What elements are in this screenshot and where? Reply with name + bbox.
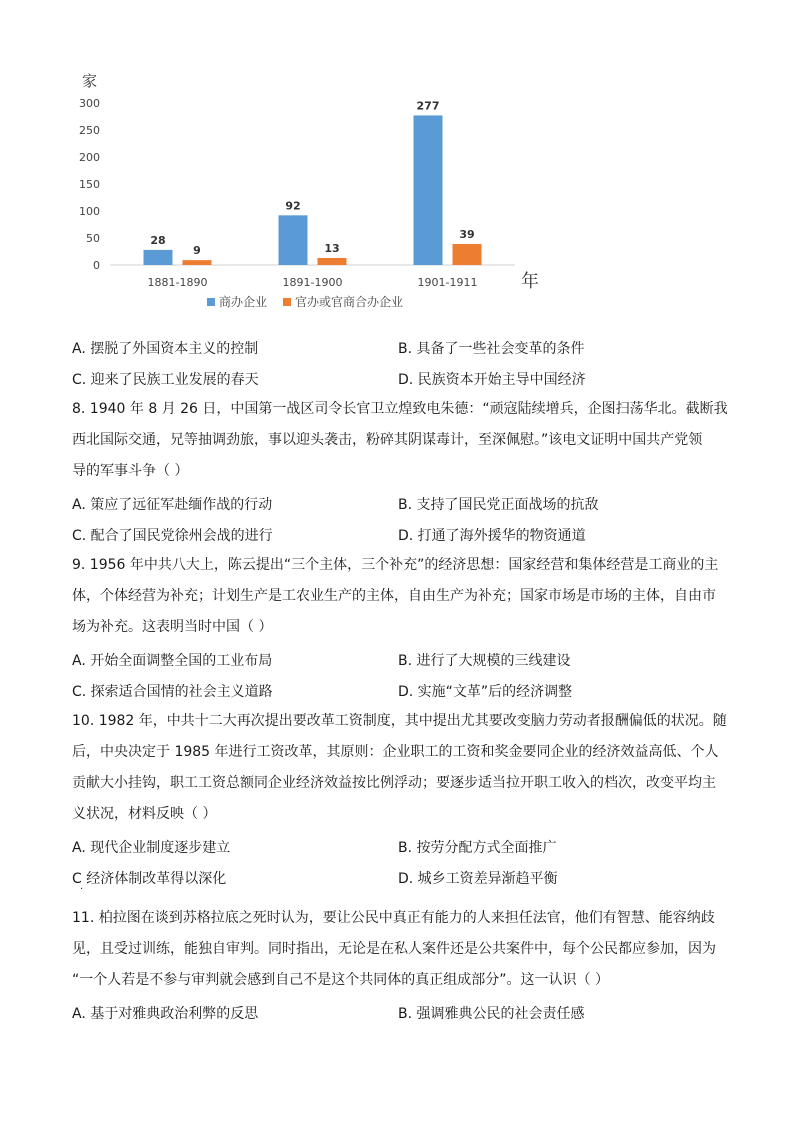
bar-official-1891-1900 xyxy=(318,258,347,265)
q7-option-a[interactable]: A. 摆脱了外国资本主义的控制 xyxy=(72,341,259,357)
y-tick-label: 100 xyxy=(79,205,100,218)
q8-option-a[interactable]: A. 策应了远征军赴缅作战的行动 xyxy=(72,497,273,513)
y-tick-label: 250 xyxy=(79,124,100,137)
bar-merchant-1901-1911 xyxy=(414,115,443,265)
y-tick-label: 50 xyxy=(86,232,100,245)
q9-line-1: 9. 1956 年中共八大上，陈云提出“三个主体，三个补充”的经济思想：国家经营和集体经营是工商业的主 xyxy=(72,557,719,573)
q10-line-1: 10. 1982 年，中共十二大再次提出要改革工资制度，其中提出尤其要改变脑力劳动者报酬偏低的状况。随 xyxy=(72,713,727,729)
legend-swatch xyxy=(207,298,215,306)
q11-option-a[interactable]: A. 基于对雅典政治利弊的反思 xyxy=(72,1006,259,1022)
x-tick-label: 1901-1911 xyxy=(417,276,478,289)
legend-label: 官办或官商合办企业 xyxy=(295,295,404,309)
q8-line-3: 导的军事斗争（ ） xyxy=(72,463,189,479)
question-8-stem xyxy=(72,394,728,487)
x-tick-label: 1881-1890 xyxy=(147,276,208,289)
question-9-stem xyxy=(72,550,722,643)
q7-option-b[interactable]: B. 具备了一些社会变革的条件 xyxy=(398,341,585,357)
y-tick-label: 300 xyxy=(79,97,100,110)
x-tick-label: 1891-1900 xyxy=(282,276,343,289)
data-label: 13 xyxy=(324,241,340,255)
q9-option-c[interactable]: C. 探索适合国情的社会主义道路 xyxy=(72,684,273,700)
y-tick-label: 0 xyxy=(93,259,100,272)
question-10-stem xyxy=(72,706,727,830)
q8-line-2: 西北国际交通，兄等抽调劲旅，事以迎头袭击，粉碎其阴谋毒计，至深佩慰。”该电文证明中国共产党领 xyxy=(72,432,703,448)
y-tick-label: 200 xyxy=(79,151,100,164)
data-label: 28 xyxy=(150,233,166,247)
y-axis-label: 家 xyxy=(82,72,98,90)
q10-option-b[interactable]: B. 按劳分配方式全面推广 xyxy=(398,840,557,856)
q10-line-2: 后，中央决定于 1985 年进行工资改革，其原则：企业职工的工资和奖金要同企业的经济效益高低、个人 xyxy=(72,744,719,760)
q10-option-a[interactable]: A. 现代企业制度逐步建立 xyxy=(72,840,231,856)
q8-option-d[interactable]: D. 打通了海外援华的物资通道 xyxy=(398,528,586,544)
q7-option-d[interactable]: D. 民族资本开始主导中国经济 xyxy=(398,372,586,388)
q11-option-b[interactable]: B. 强调雅典公民的社会责任感 xyxy=(398,1006,585,1022)
q9-option-d[interactable]: D. 实施“文革”后的经济调整 xyxy=(398,684,573,700)
q10-line-3: 贡献大小挂钩，职工工资总额同企业经济效益按比例浮动；要逐步适当拉开职工收入的档次，改变平均主 xyxy=(72,775,716,791)
x-axis-label: 年 xyxy=(521,271,539,292)
q7-option-c[interactable]: C. 迎来了民族工业发展的春天 xyxy=(72,372,259,388)
q10-line-4: 义状况，材料反映（ ） xyxy=(72,806,217,822)
q10-option-c[interactable]: C 经济体制改革得以深化 xyxy=(72,871,227,887)
question-11-stem xyxy=(72,903,722,996)
bar-official-1881-1890 xyxy=(183,260,212,265)
q8-line-1: 8. 1940 年 8 月 26 日，中国第一战区司令长官卫立煌致电朱德：“顽寇陆续增兵，企图扫荡华北。截断我 xyxy=(72,401,728,417)
q11-line-1: 11. 柏拉图在谈到苏格拉底之死时认为，要让公民中真正有能力的人来担任法官，他们有智慧、能容纳歧 xyxy=(72,910,715,926)
bar-merchant-1881-1890 xyxy=(144,250,173,265)
data-label: 39 xyxy=(459,227,475,241)
q9-line-2: 体，个体经营为补充；计划生产是工农业生产的主体，自由生产为补充；国家市场是市场的主体，自由市 xyxy=(72,588,716,604)
data-label: 277 xyxy=(416,99,440,113)
data-label: 92 xyxy=(285,199,301,213)
q9-option-b[interactable]: B. 进行了大规模的三线建设 xyxy=(398,653,571,669)
bar-chart xyxy=(70,60,550,325)
data-label: 9 xyxy=(193,244,201,258)
q9-line-3: 场为补充。这表明当时中国（ ） xyxy=(72,619,273,635)
legend-swatch xyxy=(283,298,291,306)
q11-line-2: 见，且受过训练，能独自审判。同时指出，无论是在私人案件还是公共案件中，每个公民都应参加，因为 xyxy=(72,941,716,957)
q10-option-d[interactable]: D. 城乡工资差异渐趋平衡 xyxy=(398,871,558,887)
stray-mark: · xyxy=(80,884,84,895)
y-tick-label: 150 xyxy=(79,178,100,191)
legend-label: 商办企业 xyxy=(219,295,268,309)
q9-option-a[interactable]: A. 开始全面调整全国的工业布局 xyxy=(72,653,273,669)
bar-merchant-1891-1900 xyxy=(279,215,308,265)
q8-option-b[interactable]: B. 支持了国民党正面战场的抗敌 xyxy=(398,497,599,513)
q8-option-c[interactable]: C. 配合了国民党徐州会战的进行 xyxy=(72,528,273,544)
q11-line-3: “一个人若是不参与审判就会感到自己不是这个共同体的真正组成部分”。这一认识（ ） xyxy=(72,972,609,988)
bar-official-1901-1911 xyxy=(453,244,482,265)
